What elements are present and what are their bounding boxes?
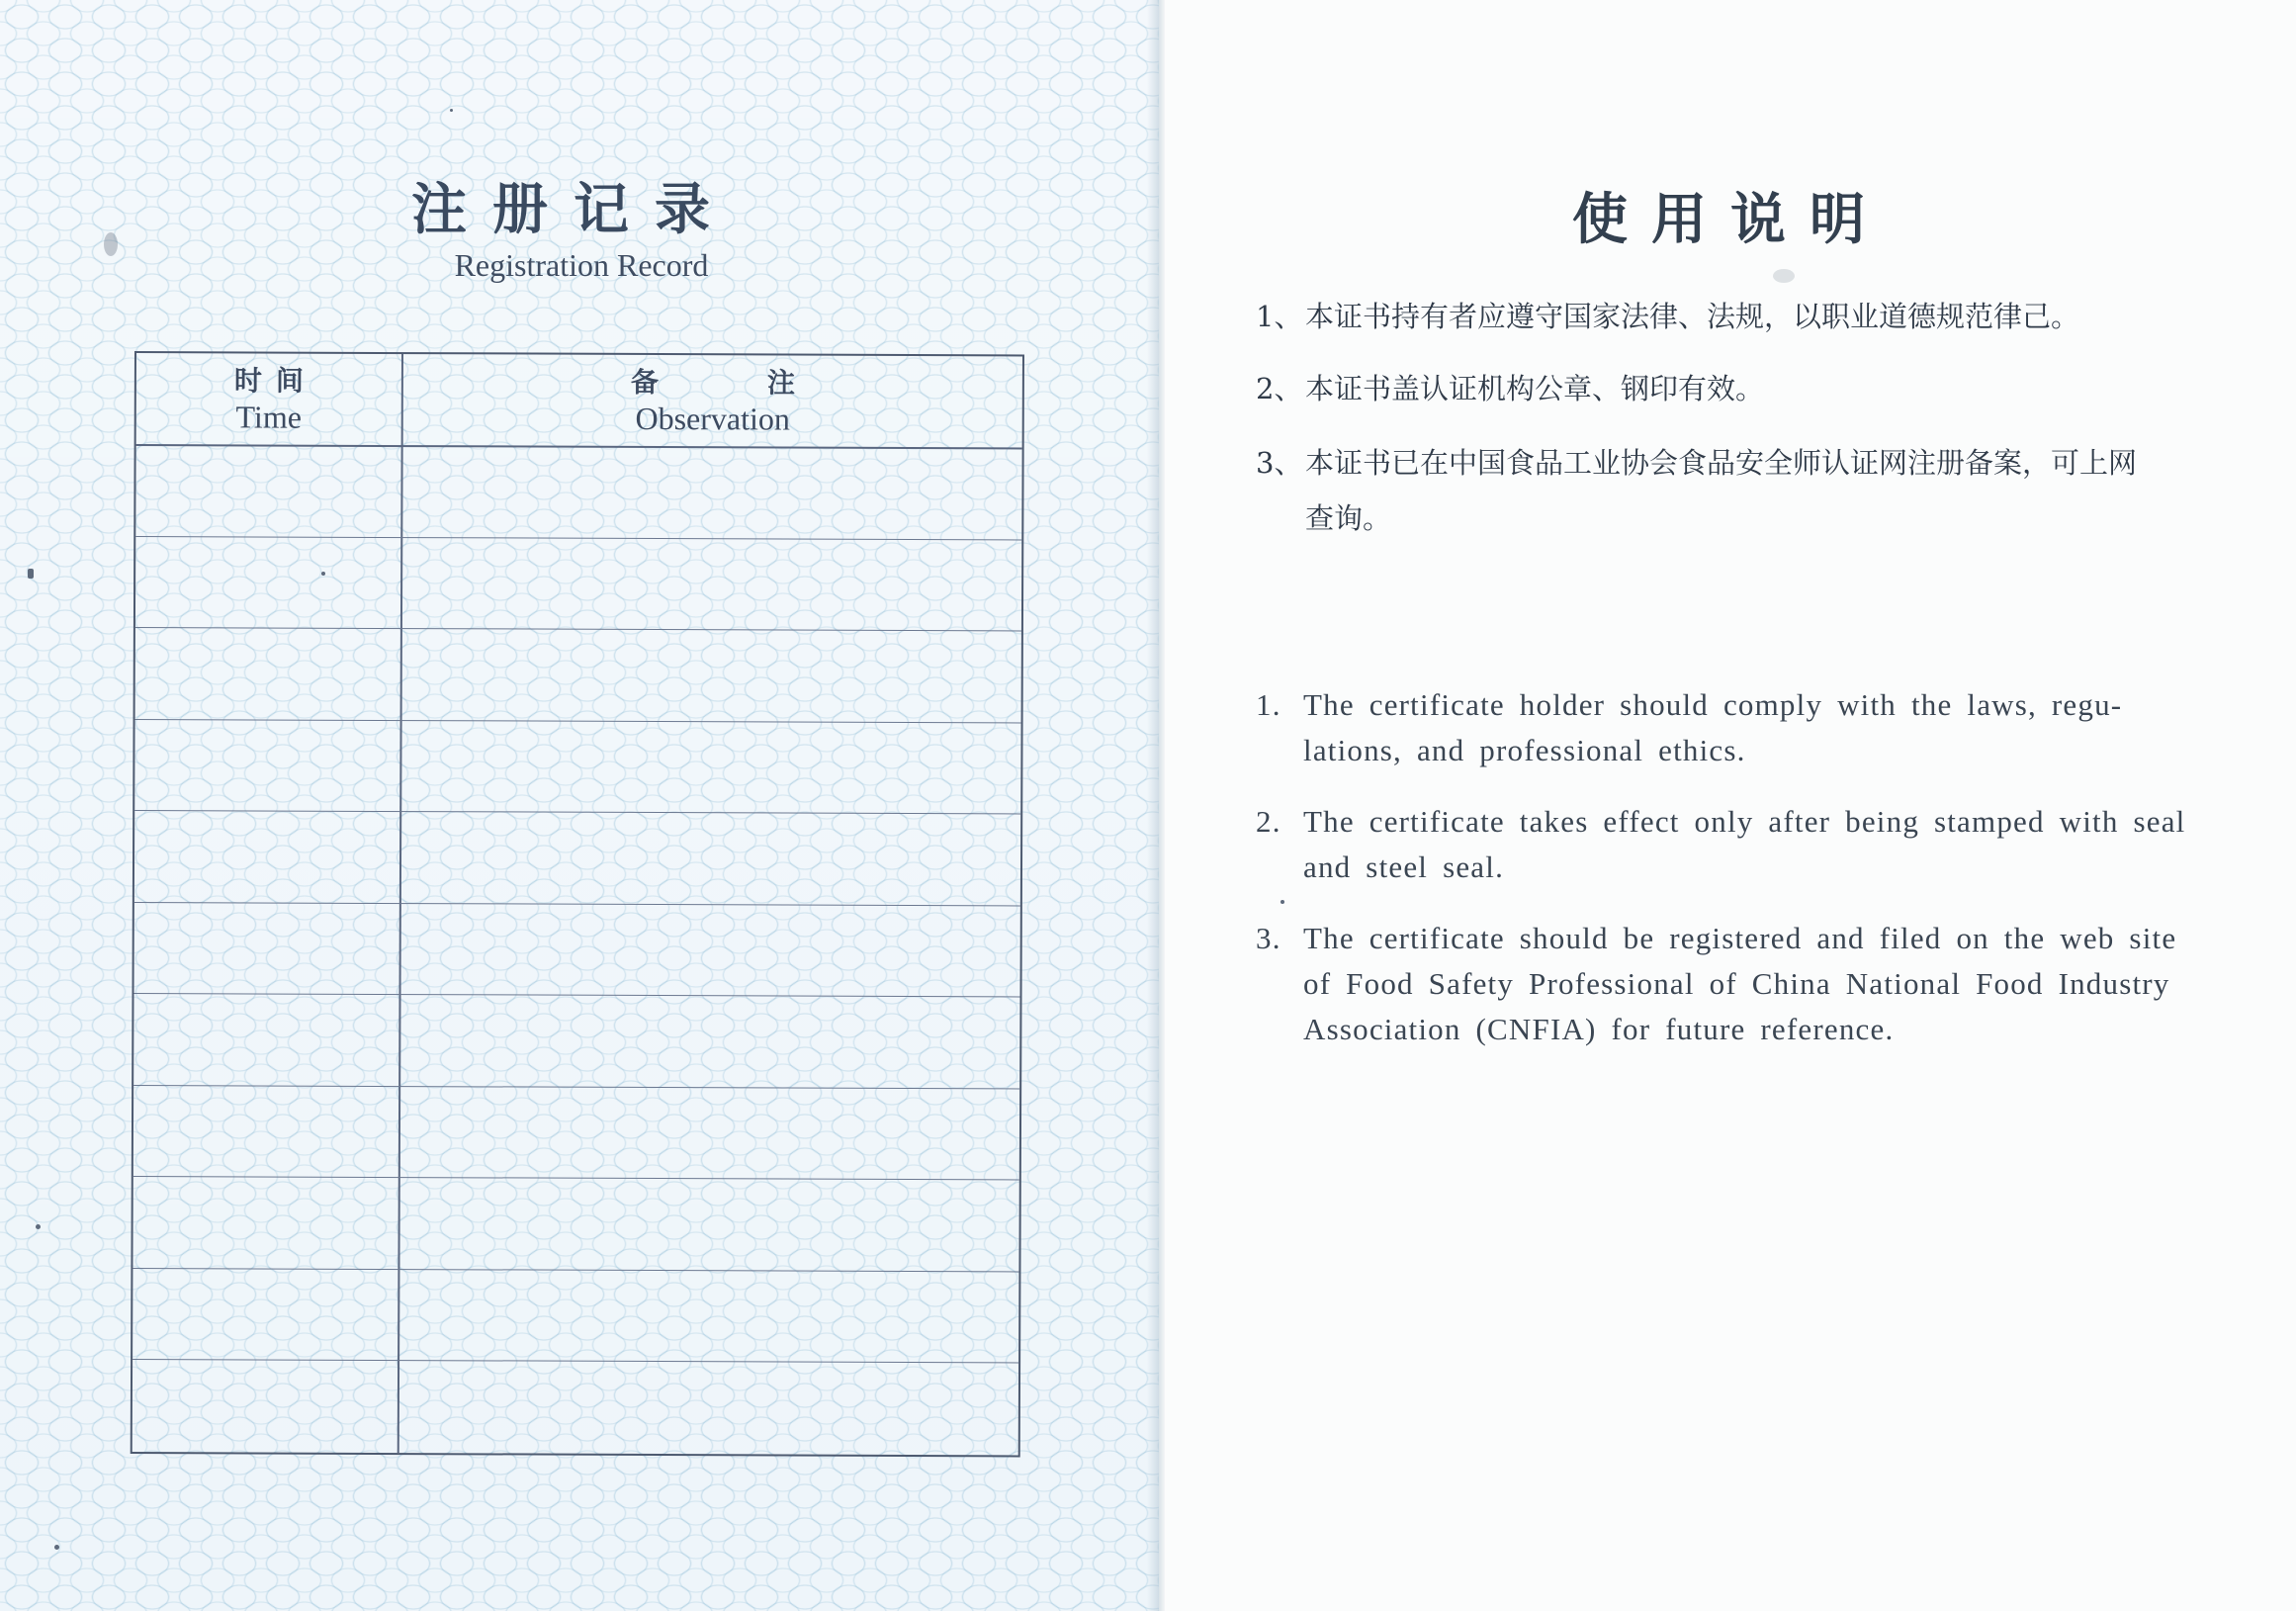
scan-speck: [104, 232, 118, 256]
instructions-page: [1165, 0, 2296, 1611]
scan-speck: [1280, 900, 1284, 904]
instruction-zh-text: 本证书持有者应遵守国家法律、法规，以职业道德规范律己。: [1305, 300, 2080, 333]
time-header-zh: 时间: [233, 364, 317, 398]
instruction-zh-text: 本证书盖认证机构公章、钢印有效。: [1305, 372, 1765, 405]
registration-title-zh: 注册记录: [411, 177, 736, 242]
table-row-separator: [135, 719, 1021, 723]
instruction-en-text: The certificate holder should comply with the laws, regu-lations, and professional ethics.: [1303, 687, 2123, 767]
instructions-title-zh: 使用说明: [1572, 187, 1889, 252]
table-header-row: [136, 353, 1022, 449]
table-row-separator: [132, 1268, 1018, 1272]
instruction-en-number: 2.: [1256, 804, 1281, 839]
time-header-en: Time: [235, 399, 303, 435]
instruction-zh-text: 本证书已在中国食品工业协会食品安全师认证网注册备案，可上网: [1305, 446, 2138, 480]
observation-header-en: Observation: [635, 400, 791, 437]
registration-table: [131, 351, 1024, 1457]
time-column-header: [136, 363, 401, 435]
observation-column-header: [401, 364, 1024, 437]
table-row-separator: [133, 1085, 1019, 1089]
table-row-separator: [134, 902, 1020, 906]
observation-header-zh: 备注: [630, 365, 904, 400]
table-row-separator: [134, 810, 1020, 814]
table-row-separator: [135, 627, 1021, 631]
instruction-zh-number: 1、: [1256, 300, 1303, 333]
scan-speck: [36, 1224, 41, 1229]
instruction-zh-number: 3、: [1256, 446, 1303, 480]
scan-speck: [54, 1545, 59, 1550]
instruction-en-text: The certificate takes effect only after being stamped with seal and steel seal.: [1303, 804, 2186, 884]
instruction-zh-1: [1256, 289, 2245, 344]
instruction-en-text: The certificate should be registered and filed on the web site of Food Safety Professional of China National Food Industry Association (CNFIA) for future reference.: [1303, 921, 2177, 1046]
instruction-en-number: 3.: [1256, 921, 1281, 955]
registration-title-en: Registration Record: [454, 247, 709, 283]
instruction-zh-2: [1256, 361, 2245, 416]
scan-speck: [1773, 269, 1795, 283]
table-row-separator: [135, 536, 1021, 540]
instruction-zh-text-continued: 查询。: [1305, 501, 1392, 535]
scan-speck: [28, 569, 34, 579]
instruction-en-1: [1256, 682, 2205, 773]
scan-speck: [321, 572, 325, 576]
table-row-separator: [134, 993, 1020, 997]
instruction-en-2: [1256, 799, 2205, 890]
scan-speck: [450, 109, 453, 112]
instruction-en-3: [1256, 916, 2205, 1052]
instruction-en-number: 1.: [1256, 687, 1281, 722]
table-row-separator: [133, 1176, 1019, 1180]
table-row-separator: [132, 1359, 1018, 1363]
instruction-zh-3: [1256, 435, 2245, 546]
instruction-zh-number: 2、: [1256, 372, 1303, 405]
